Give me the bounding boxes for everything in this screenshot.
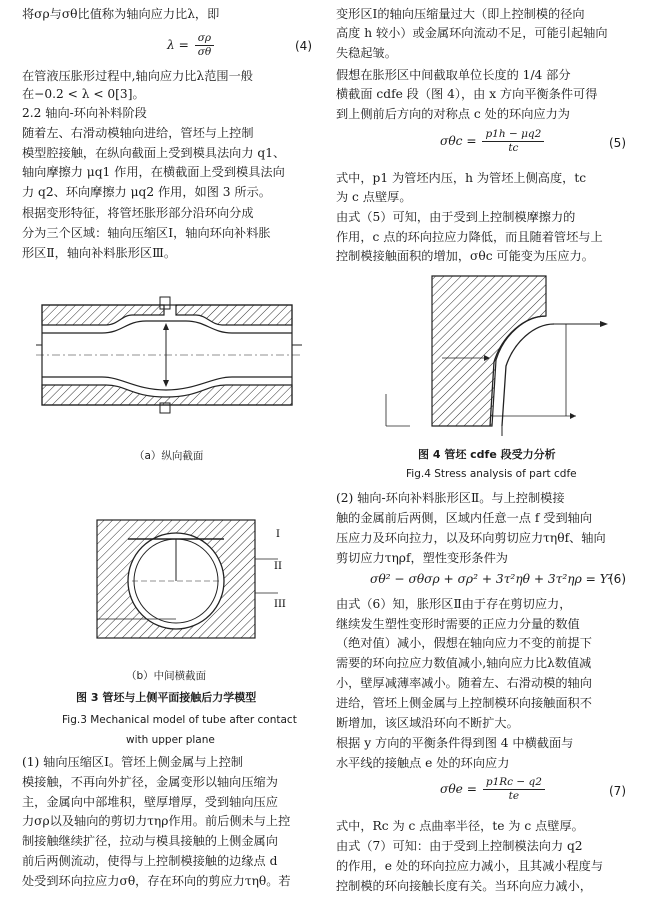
paragraph-line: 式中，Rc 为 c 点曲率半径，te 为 c 点壁厚。 [336, 819, 584, 833]
paragraph-line: 为 c 点壁厚。 [336, 190, 412, 204]
paragraph-line: 触的金属前后两侧，区域内任意一点 f 受到轴向 [336, 511, 593, 525]
paragraph-line: 变形区Ⅰ的轴向压缩量过大（即上控制模的径向 [336, 7, 585, 21]
paragraph-line: 分为三个区域：轴向压缩区Ⅰ，轴向环向补料胀 [22, 226, 271, 240]
eq7-fraction [483, 776, 545, 803]
eq5-number: (5) [609, 136, 626, 150]
equation-5 [336, 128, 632, 162]
paragraph-line: 的作用，e 处的环向拉应力减小，且其减小程度与 [336, 859, 604, 873]
paragraph-line: 由式（5）可知，由于受到上控制模摩擦力的 [336, 210, 576, 224]
paragraph-line: 随着左、右滑动模轴向进给，管坯与上控制 [22, 126, 254, 140]
eq7-lhs: σθe = [440, 782, 477, 796]
figure4-caption-cn: 图 4 管坯 cdfe 段受力分析 [418, 448, 556, 461]
paragraph-line: 压应力及环向拉力，以及环向剪切应力τηθf、轴向 [336, 531, 606, 545]
eq7-denominator: te [508, 790, 520, 802]
paragraph-line: 在−0.2 < λ < 0[3]。 [22, 87, 145, 101]
paragraph-line: 处受到环向拉应力σθ，存在环向的剪应力τηθ。若 [22, 874, 291, 888]
paragraph-line: (2) 轴向-环向补料胀形区Ⅱ。与上控制模接 [336, 491, 565, 505]
paragraph-line: 继续发生塑性变形时需要的正应力分量的数值 [336, 617, 580, 631]
figure3b-subcaption: （b）中间横截面 [126, 670, 207, 682]
eq4-numerator: σρ [195, 32, 215, 46]
paragraph-line: 到上侧前后方向的对称点 c 处的环向应力为 [336, 107, 570, 121]
paragraph-line: 断增加，该区域沿环向不断扩大。 [336, 716, 519, 730]
equation-7 [336, 776, 632, 810]
figure3a-subcaption: （a）纵向截面 [134, 450, 204, 462]
eq5-lhs: σθc = [440, 134, 477, 148]
paragraph-line: 主，金属向中部堆积，壁厚增厚，受到轴向压应 [22, 795, 278, 809]
eq4-denominator: σθ [197, 46, 212, 58]
paragraph-line: 根据变形特征，将管坯胀形部分沿环向分成 [22, 206, 254, 220]
paragraph-line: 控制模接触面积的增加，σθc 可能变为压应力。 [336, 249, 594, 263]
paragraph-line: 式中，p1 为管坯内压，h 为管坯上侧高度，tc [336, 171, 587, 185]
eq5-numerator: p1h − μq2 [482, 128, 544, 142]
eq4-lhs: λ = [167, 38, 189, 52]
paragraph-line: 控制模的环向接触长度有关。当环向应力减小， [336, 879, 592, 893]
figure3a-longitudinal-section [36, 285, 306, 425]
figure3-caption-en-2: with upper plane [126, 734, 215, 746]
paragraph-line: 失稳起皱。 [336, 46, 397, 60]
paragraph-line: 剪切应力τηρf，塑性变形条件为 [336, 551, 508, 565]
eq7-numerator: p1Rc − q2 [483, 776, 545, 790]
paragraph-line: (1) 轴向压缩区Ⅰ。管坯上侧金属与上控制 [22, 755, 243, 769]
eq4-number: (4) [295, 39, 312, 53]
paragraph-line: 形区Ⅱ，轴向补料胀形区Ⅲ。 [22, 246, 177, 260]
paragraph-line: 小，壁厚减薄率减小。随着左、右滑动模的轴向 [336, 676, 592, 690]
figure3-caption-en-1: Fig.3 Mechanical model of tube after contact [62, 714, 297, 726]
paragraph-line: 力σρ以及轴向的剪切力τηρ作用。前后侧未与上控 [22, 814, 291, 828]
figure4-stress-analysis [376, 276, 616, 436]
zone-label-ii: II [274, 561, 282, 572]
paragraph-line: 将σρ与σθ比值称为轴向应力比λ，即 [22, 7, 220, 21]
eq7-number: (7) [609, 784, 626, 798]
eq6-body: σθ² − σθσρ + σρ² + 3τ²ηθ + 3τ²ηρ = Y² [370, 572, 613, 586]
paragraph-line: 假想在胀形区中间截取单位长度的 1/4 部分 [336, 68, 571, 82]
paragraph-line: （绝对值）减小，假想在轴向应力不变的前提下 [336, 636, 592, 650]
zone-label-i: I [276, 529, 280, 540]
figure3b-cross-section [92, 515, 292, 643]
paragraph-line: 在管液压胀形过程中,轴向应力比λ范围一般 [22, 69, 253, 83]
paragraph-line: 作用，c 点的环向拉应力降低，而且随着管坯与上 [336, 230, 603, 244]
zone-label-iii: III [274, 599, 286, 610]
figure3-caption-cn: 图 3 管坯与上侧平面接触后力学模型 [76, 691, 257, 704]
figure4-caption-en: Fig.4 Stress analysis of part cdfe [406, 468, 577, 480]
eq5-fraction [482, 128, 544, 155]
paragraph-line: 根据 y 方向的平衡条件得到图 4 中横截面与 [336, 736, 574, 750]
paragraph-line: 进给，管坯上侧金属与上控制模环向接触面积不 [336, 696, 592, 710]
eq4-fraction [195, 32, 215, 59]
paragraph-line: 模型腔接触，在纵向截面上受到模具法向力 q1、 [22, 146, 286, 160]
section-heading: 2.2 轴向-环向补料阶段 [22, 106, 147, 120]
eq5-denominator: tc [508, 142, 519, 154]
equation-4 [22, 32, 318, 66]
paragraph-line: 由式（6）知，胀形区Ⅱ由于存在剪切应力， [336, 597, 572, 611]
paragraph-line: 轴向摩擦力 μq1 作用，在横截面上受到模具法向 [22, 165, 285, 179]
eq6-number: (6) [609, 572, 626, 586]
paragraph-line: 需要的环向拉应力数值减小,轴向应力比λ数值减 [336, 656, 592, 670]
paragraph-line: 力 q2、环向摩擦力 μq2 作用，如图 3 所示。 [22, 185, 271, 199]
paragraph-line: 模接触，不再向外扩径，金属变形以轴向压缩为 [22, 775, 278, 789]
paragraph-line: 高度 h 较小）或金属环向流动不足，可能引起轴向 [336, 26, 608, 40]
paragraph-line: 水平线的接触点 e 处的环向应力 [336, 756, 510, 770]
paragraph-line: 由式（7）可知：由于受到上控制模法向力 q2 [336, 839, 583, 853]
paragraph-line: 横截面 cdfe 段（图 4），由 x 方向平衡条件可得 [336, 87, 598, 101]
paragraph-line: 前后两侧流动，使得与上控制模接触的边缘点 d [22, 854, 278, 868]
paragraph-line: 制接触继续扩径，拉动与模具接触的上侧金属向 [22, 834, 278, 848]
